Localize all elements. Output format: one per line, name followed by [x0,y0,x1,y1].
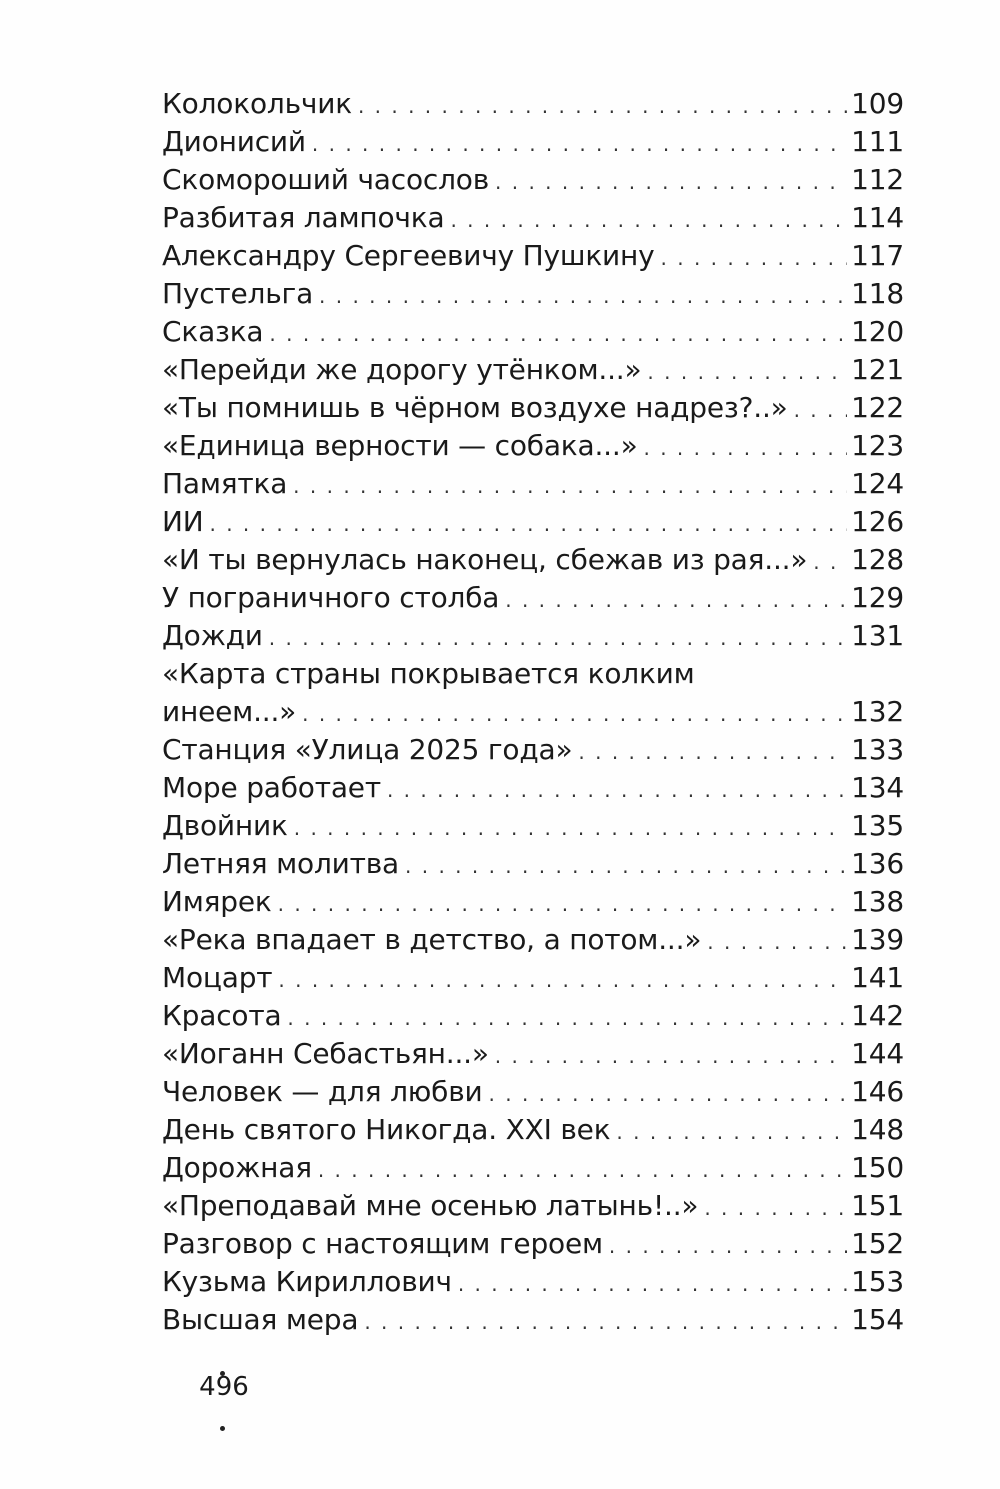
toc-entry [162,541,904,579]
toc-entry [162,921,904,959]
dot-leader [210,505,848,543]
dot-leader [495,1037,847,1075]
entry-page-number: 144 [851,1037,904,1070]
entry-title: «Преподавай мне осенью латынь!..» [162,1189,699,1222]
toc-entry [162,503,904,541]
dot-leader [405,847,847,885]
entry-title: «Перейди же дорогу утёнком...» [162,353,642,386]
dot-leader [489,1075,848,1113]
entry-page-number: 151 [851,1189,904,1222]
entry-page-number: 131 [851,619,904,652]
entry-title: День святого Никогда. XXI век [162,1113,611,1146]
dot-leader [505,581,847,619]
entry-title: Высшая мера [162,1303,359,1336]
entry-page-number: 138 [851,885,904,918]
toc-entry [162,351,904,389]
toc-entry [162,427,904,465]
toc-entry [162,731,904,769]
dot-leader [661,239,848,277]
entry-page-number: 126 [851,505,904,538]
entry-page-number: 150 [851,1151,904,1184]
entry-page-number: 114 [851,201,904,234]
entry-page-number: 117 [851,239,904,272]
dot-leader [319,277,847,315]
dot-leader [293,467,847,505]
entry-page-number: 133 [851,733,904,766]
entry-page-number: 121 [851,353,904,386]
toc-entry [162,85,904,123]
toc-entry [162,123,904,161]
entry-title-second-line: инеем...» [162,695,297,728]
dot-leader [287,999,847,1037]
entry-page-number: 152 [851,1227,904,1260]
entry-page-number: 129 [851,581,904,614]
toc-entry [162,845,904,883]
entry-title: Имярек [162,885,272,918]
toc-entry [162,655,904,731]
dot-leader [302,695,847,733]
entry-title: Дожди [162,619,263,652]
dot-leader [450,201,847,239]
entry-title: Дорожная [162,1151,312,1184]
entry-title: ИИ [162,505,204,538]
toc-entry [162,1187,904,1225]
entry-page-number: 128 [851,543,904,576]
dot-leader [813,543,847,581]
dot-leader [269,619,847,657]
entry-title: Летняя молитва [162,847,400,880]
entry-title: Человек — для любви [162,1075,483,1108]
toc-entry [162,1225,904,1263]
dot-leader [318,1151,847,1189]
dot-leader [458,1265,847,1303]
entry-title: «Река впадает в детство, а потом...» [162,923,702,956]
dot-leader [616,1113,847,1151]
toc-entry [162,807,904,845]
entry-title: Разбитая лампочка [162,201,445,234]
toc-entry [162,389,904,427]
entry-title: Памятка [162,467,288,500]
entry-page-number: 134 [851,771,904,804]
entry-title: Станция «Улица 2025 года» [162,733,573,766]
toc-entry [162,579,904,617]
entry-page-number: 123 [851,429,904,462]
dot-leader [358,87,847,125]
dot-leader [704,1189,847,1227]
toc-entry [162,1111,904,1149]
dot-leader [364,1303,847,1341]
dot-leader [644,429,848,467]
entry-page-number: 146 [851,1075,904,1108]
toc-entry [162,1301,904,1339]
dot-leader [647,353,847,391]
dot-leader [312,125,847,163]
entry-page-number: 111 [851,125,904,158]
entry-title: Разговор с настоящим героем [162,1227,603,1260]
dot-leader [387,771,847,809]
toc-entry [162,769,904,807]
toc-entry [162,959,904,997]
entry-page-number: 154 [851,1303,904,1336]
entry-title: Моцарт [162,961,273,994]
entry-page-number: 153 [851,1265,904,1298]
dot-leader [707,923,847,961]
entry-title: «И ты вернулась наконец, сбежав из рая...» [162,543,808,576]
entry-title: «Ты помнишь в чёрном воздухе надрез?..» [162,391,788,424]
entry-page-number: 122 [851,391,904,424]
dot-leader [609,1227,847,1265]
entry-page-number: 139 [851,923,904,956]
dot-leader [278,961,847,999]
toc-entry [162,199,904,237]
entry-page-number: 142 [851,999,904,1032]
entry-title: Двойник [162,809,288,842]
entry-title: «Иоганн Себастьян...» [162,1037,489,1070]
entry-title: Скомороший часослов [162,163,490,196]
toc-entry [162,617,904,655]
entry-page-number: 148 [851,1113,904,1146]
dot-leader [578,733,847,771]
dot-leader [269,315,847,353]
entry-title: Кузьма Кириллович [162,1265,452,1298]
toc-entry [162,275,904,313]
entry-page-number: 135 [851,809,904,842]
entry-page-number: 109 [851,87,904,120]
toc-entry [162,997,904,1035]
entry-title: Александру Сергеевичу Пушкину [162,239,655,272]
toc-entry [162,1149,904,1187]
entry-title: У пограничного столба [162,581,500,614]
toc-entry [162,1263,904,1301]
entry-title: Красота [162,999,282,1032]
toc-entry [162,883,904,921]
dot-leader [495,163,847,201]
entry-page-number: 120 [851,315,904,348]
entry-page-number: 141 [851,961,904,994]
folio-dot-bottom [220,1426,225,1431]
dot-leader [294,809,847,847]
entry-page-number: 132 [851,695,904,728]
entry-title: Сказка [162,315,264,348]
toc-entry [162,1035,904,1073]
entry-page-number: 112 [851,163,904,196]
folio-page-number: 496 [199,1372,249,1402]
toc-entry [162,1073,904,1111]
entry-title: Море работает [162,771,381,804]
entry-title-first-line: «Карта страны покрывается колким [162,657,695,690]
dot-leader [278,885,848,923]
toc-entry [162,161,904,199]
entry-title: Пустельга [162,277,314,310]
toc-entry [162,465,904,503]
entry-page-number: 118 [851,277,904,310]
table-of-contents [162,85,904,1339]
entry-title: Дионисий [162,125,306,158]
toc-entry [162,237,904,275]
entry-page-number: 124 [851,467,904,500]
toc-entry [162,313,904,351]
dot-leader [794,391,848,429]
entry-title: Колокольчик [162,87,352,120]
entry-title: «Единица верности — собака...» [162,429,638,462]
entry-page-number: 136 [851,847,904,880]
